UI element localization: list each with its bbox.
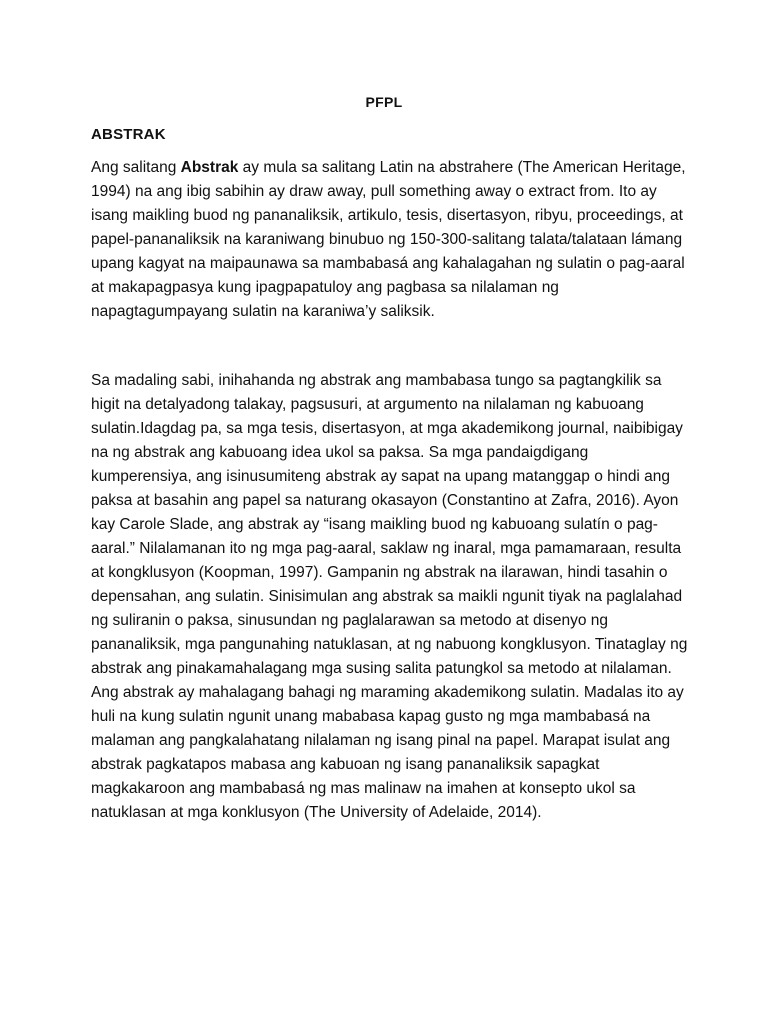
paragraph-2: Sa madaling sabi, inihahanda ng abstrak ang mambabasa tungo sa pagtangkilik sa higit na detalyadong talakay, pagsusuri, at argumento na nilalaman ng kabuoang sulatin.Idagdag pa, sa mga tesis, disertasyon, at mga akademikong journal, naibibigay na ng abstrak ang kabuoang idea ukol sa paksa. Sa mga pandaigdigang kumperensiya, ang isinusumiteng abstrak ay sapat na upang matanggap o hindi ang paksa at basahin ang papel sa naturang okasayon (Constantino at Zafra, 2016). Ayon kay Carole Slade, ang abstrak ay “isang maikling buod ng kabuoang sulatín o pag-aaral.” Nilalamanan ito ng mga pag-aaral, saklaw ng inaral, mga pamamaraan, resulta at kongklusyon (Koopman, 1997). Gampanin ng abstrak na ilarawan, hindi tasahin o depensahan, ang sulatin. Sinisimulan ang abstrak sa maikli ngunit tiyak na paglalahad ng suliranin o paksa, sinusundan ng paglalarawan sa metodo at disenyo ng pananaliksik, mga pangunahing natuklasan, at ng nabuong kongklusyon. Tinataglay ng abstrak ang pinakamahalagang mga susing salita patungkol sa metodo at nilalaman. Ang abstrak ay mahalagang bahagi ng maraming akademikong sulatin. Madalas ito ay huli na kung sulatin ngunit unang mababasa kapag gusto ng mga mambabasá na malaman ang pangkalahatang nilalaman ng isang pinal na papel. Marapat isulat ang abstrak pagkatapos mabasa ang kabuoan ng isang pananaliksik sapagkat magkakaroon ang mambabasá ng mas malinaw na imahen at konsepto ukol sa natuklasan at mga konklusyon (The University of Adelaide, 2014).: [91, 372, 688, 821]
paragraph-1: [91, 156, 691, 324]
paragraph-1-lead: Ang salitang: [91, 159, 181, 176]
paragraph-1-body: ay mula sa salitang Latin na abstrahere (The American Heritage, 1994) na ang ibig sabihin ay draw away, pull something away o extract from. Ito ay isang maikling buod ng pananaliksik, artikulo, tesis, disertasyon, ribyu, proceedings, at papel-pananaliksik na karaniwang binubuo ng 150-300-salitang talata/talataan lámang upang kagyat na maipaunawa sa mambabasá ang kahalagahan ng sulatin o pag-aaral at makapagpasya kung ipagpapatuloy ang pagbasa sa nilalaman ng napagtagumpayang sulatin na karaniwa’y saliksik.: [91, 159, 686, 320]
section-heading: ABSTRAK: [91, 126, 166, 143]
document-title: PFPL: [365, 94, 403, 110]
emphasized-term: Abstrak: [180, 159, 239, 176]
